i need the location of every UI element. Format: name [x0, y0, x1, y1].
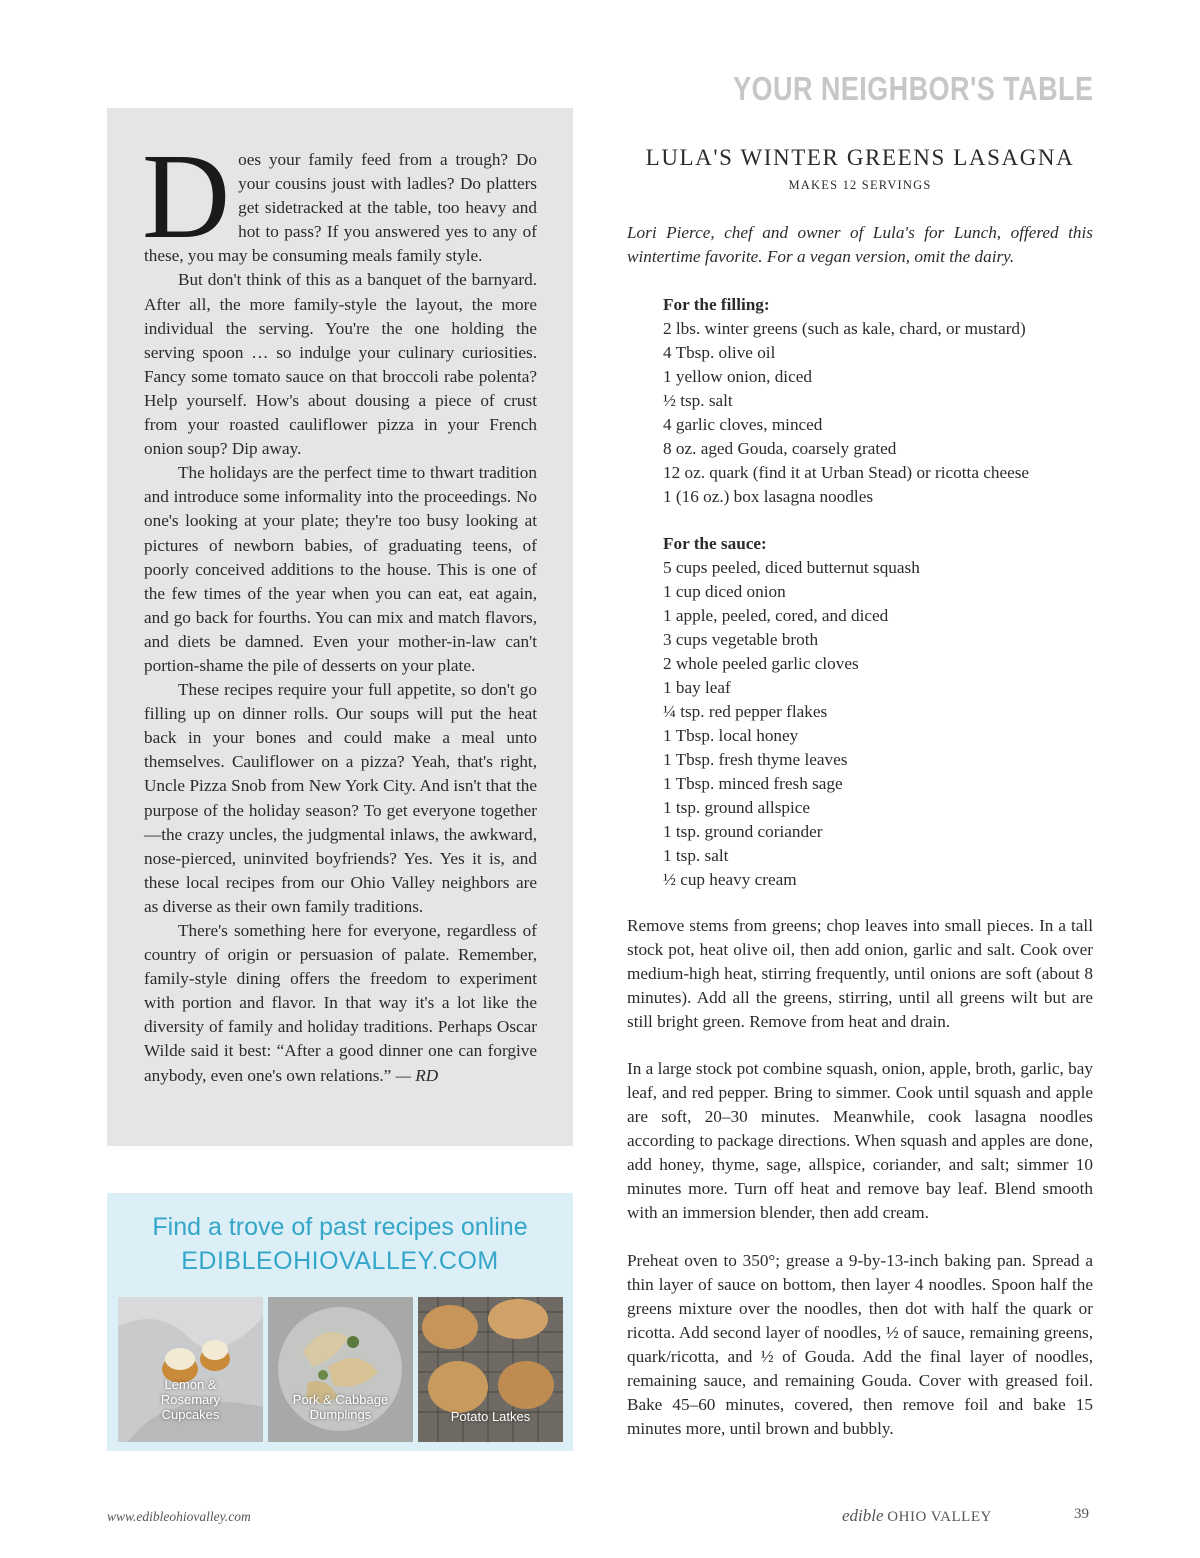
page-number: 39	[1074, 1506, 1089, 1522]
intro-essay-box	[107, 108, 573, 1146]
essay-signoff: — RD	[395, 1065, 439, 1085]
ingredient-item: 1 (16 oz.) box lasagna noodles	[663, 487, 874, 506]
ingredient-item: 4 Tbsp. olive oil	[663, 343, 776, 362]
footer-brand-edible: edible	[842, 1506, 884, 1525]
instruction-step-1: Remove stems from greens; chop leaves into small pieces. In a tall stock pot, heat olive oil, then add onion, garlic and salt. Cook over medium-high heat, stirring frequently, until onions are soft (about 8 minutes). Add all the greens, stirring, until all greens wilt but are still bright green. Remove from heat and drain.	[627, 916, 1093, 1031]
essay-paragraph-5-text: There's something here for everyone, regardless of country of origin or persuasion of palate. Remember, family-style dining offers the freedom to experiment with portion and flavor. In that way it's a lot like the diversity of family and holiday traditions. Perhaps Oscar Wilde said it best: “After a good dinner one can forgive anybody, even one's own relations.”	[144, 921, 537, 1085]
drop-cap: D	[142, 129, 231, 264]
cupcakes-thumbnail[interactable]	[118, 1297, 263, 1442]
latkes-label: Potato Latkes	[450, 1409, 531, 1424]
dumplings-label: Pork & Cabbage Dumplings	[292, 1392, 389, 1422]
essay-paragraph-2: But don't think of this as a banquet of the barnyard. After all, the more family-style the layout, the more individual the serving. You're the one holding the serving spoon … so indulge your culinary curiosities. Fancy some tomato sauce on that broccoli rabe polenta? Help yourself. How's about dousing a piece of crust from your roasted cauliflower pizza in your French onion soup? Dip away.	[144, 270, 537, 459]
footer-website: www.edibleohiovalley.com	[107, 1509, 251, 1524]
recipe-intro: Lori Pierce, chef and owner of Lula's for Lunch, offered this wintertime favorite. For a vegan version, omit the dairy.	[627, 223, 1093, 266]
ingredient-item: 8 oz. aged Gouda, coarsely grated	[663, 439, 897, 458]
ingredient-item: 1 apple, peeled, cored, and diced	[663, 606, 889, 625]
ingredient-item: 1 Tbsp. minced fresh sage	[663, 774, 843, 793]
essay-paragraph-1-text: oes your family feed from a trough? Do your cousins joust with ladles? Do platters get sidetracked at the table, too heavy and hot to pass? If you answered yes to any of these, you may be consuming meals family style.	[144, 150, 537, 266]
recipe-yield: MAKES 12 SERVINGS	[788, 178, 932, 192]
recipe-thumbnails	[118, 1297, 564, 1442]
dumplings-thumbnail[interactable]	[268, 1297, 413, 1442]
recipe-title: LULA'S WINTER GREENS LASAGNA	[645, 145, 1075, 170]
instruction-step-2: In a large stock pot combine squash, onion, apple, broth, garlic, bay leaf, and red pepper. Bring to simmer. Cook until squash and apple are soft, 20–30 minutes. Meanwhile, cook lasagna noodles according to package directions. When squash and apples are done, add honey, thyme, sage, allspice, coriander, and salt; simmer 10 minutes more. Turn off heat and remove bay leaf. Blend smooth with an immersion blender, then add cream.	[627, 1059, 1093, 1222]
promo-website-link[interactable]: EDIBLEOHIOVALLEY.COM	[181, 1247, 499, 1275]
ingredient-item: 4 garlic cloves, minced	[663, 415, 823, 434]
essay-paragraph-4: These recipes require your full appetite, so don't go filling up on dinner rolls. Our soups will put the heat back in your bones and could make a meal unto themselves. Cauliflower on a pizza? Yeah, that's right, Uncle Pizza Snob from New York City. And isn't that the purpose of the holiday season? To get everyone together—the crazy uncles, the judgmental inlaws, the awkward, nose-pierced, uninvited boyfriends? Yes. Yes it is, and these local recipes from our Ohio Valley neighbors are as diverse as their own family traditions.	[144, 680, 537, 916]
cupcakes-label: Lemon & Rosemary Cupcakes	[160, 1377, 221, 1422]
essay-paragraph-3: The holidays are the perfect time to thwart tradition and introduce some informality into the proceedings. No one's looking at your plate; they're too busy looking at pictures of newborn babies, of graduating teens, of poorly conceived additions to the house. This is one of the few times of the year when you can eat, eat again, and go back for fourths. You can mix and match flavors, and diets be damned. Even your mother-in-law can't portion-shame the pile of desserts on your plate.	[144, 463, 537, 675]
ingredient-item: 1 yellow onion, diced	[663, 367, 812, 386]
ingredient-item: ¼ tsp. red pepper flakes	[663, 702, 828, 721]
ingredient-item: 5 cups peeled, diced butternut squash	[663, 558, 920, 577]
ingredient-item: 1 cup diced onion	[663, 582, 786, 601]
ingredient-item: 1 tsp. ground coriander	[663, 822, 823, 841]
ingredient-item: 3 cups vegetable broth	[663, 630, 819, 649]
sauce-list	[663, 556, 1103, 892]
essay-paragraph-5	[144, 919, 537, 1088]
instruction-step-3: Preheat oven to 350°; grease a 9-by-13-inch baking pan. Spread a thin layer of sauce on bottom, then layer 4 noodles. Spoon half the greens mixture over the noodles, then dot with half the quark or ricotta. Add second layer of noodles, ½ of sauce, remaining greens, quark/ricotta, and ½ of Gouda. Add the final layer of noodles, remaining sauce, and remaining Gouda. Cover with greased foil. Bake 45–60 minutes, covered, then remove foil and bake 15 minutes more, until brown and bubbly.	[627, 1251, 1093, 1438]
ingredient-item: 1 tsp. salt	[663, 846, 729, 865]
online-recipes-promo[interactable]	[107, 1193, 573, 1451]
sauce-heading: For the sauce:	[663, 534, 767, 553]
footer-brand	[842, 1506, 992, 1526]
essay-paragraph-1	[142, 129, 537, 268]
latkes-thumbnail[interactable]	[418, 1297, 563, 1442]
ingredient-item: 2 whole peeled garlic cloves	[663, 654, 859, 673]
filling-list	[663, 317, 1103, 509]
ingredient-item: 1 bay leaf	[663, 678, 731, 697]
ingredient-item: 12 oz. quark (find it at Urban Stead) or ricotta cheese	[663, 463, 1030, 482]
filling-heading: For the filling:	[663, 295, 770, 314]
filling-ingredients	[663, 293, 1103, 509]
ingredient-item: 1 Tbsp. local honey	[663, 726, 799, 745]
sauce-ingredients	[663, 532, 1103, 892]
ingredient-item: 1 tsp. ground allspice	[663, 798, 811, 817]
ingredient-item: ½ cup heavy cream	[663, 870, 797, 889]
ingredient-item: ½ tsp. salt	[663, 391, 733, 410]
ingredient-item: 1 Tbsp. fresh thyme leaves	[663, 750, 848, 769]
footer-brand-region: OHIO VALLEY	[887, 1509, 992, 1525]
section-header: YOUR NEIGHBOR'S TABLE	[732, 70, 1093, 107]
ingredient-item: 2 lbs. winter greens (such as kale, chard, or mustard)	[663, 319, 1026, 338]
promo-headline: Find a trove of past recipes online	[152, 1213, 528, 1241]
